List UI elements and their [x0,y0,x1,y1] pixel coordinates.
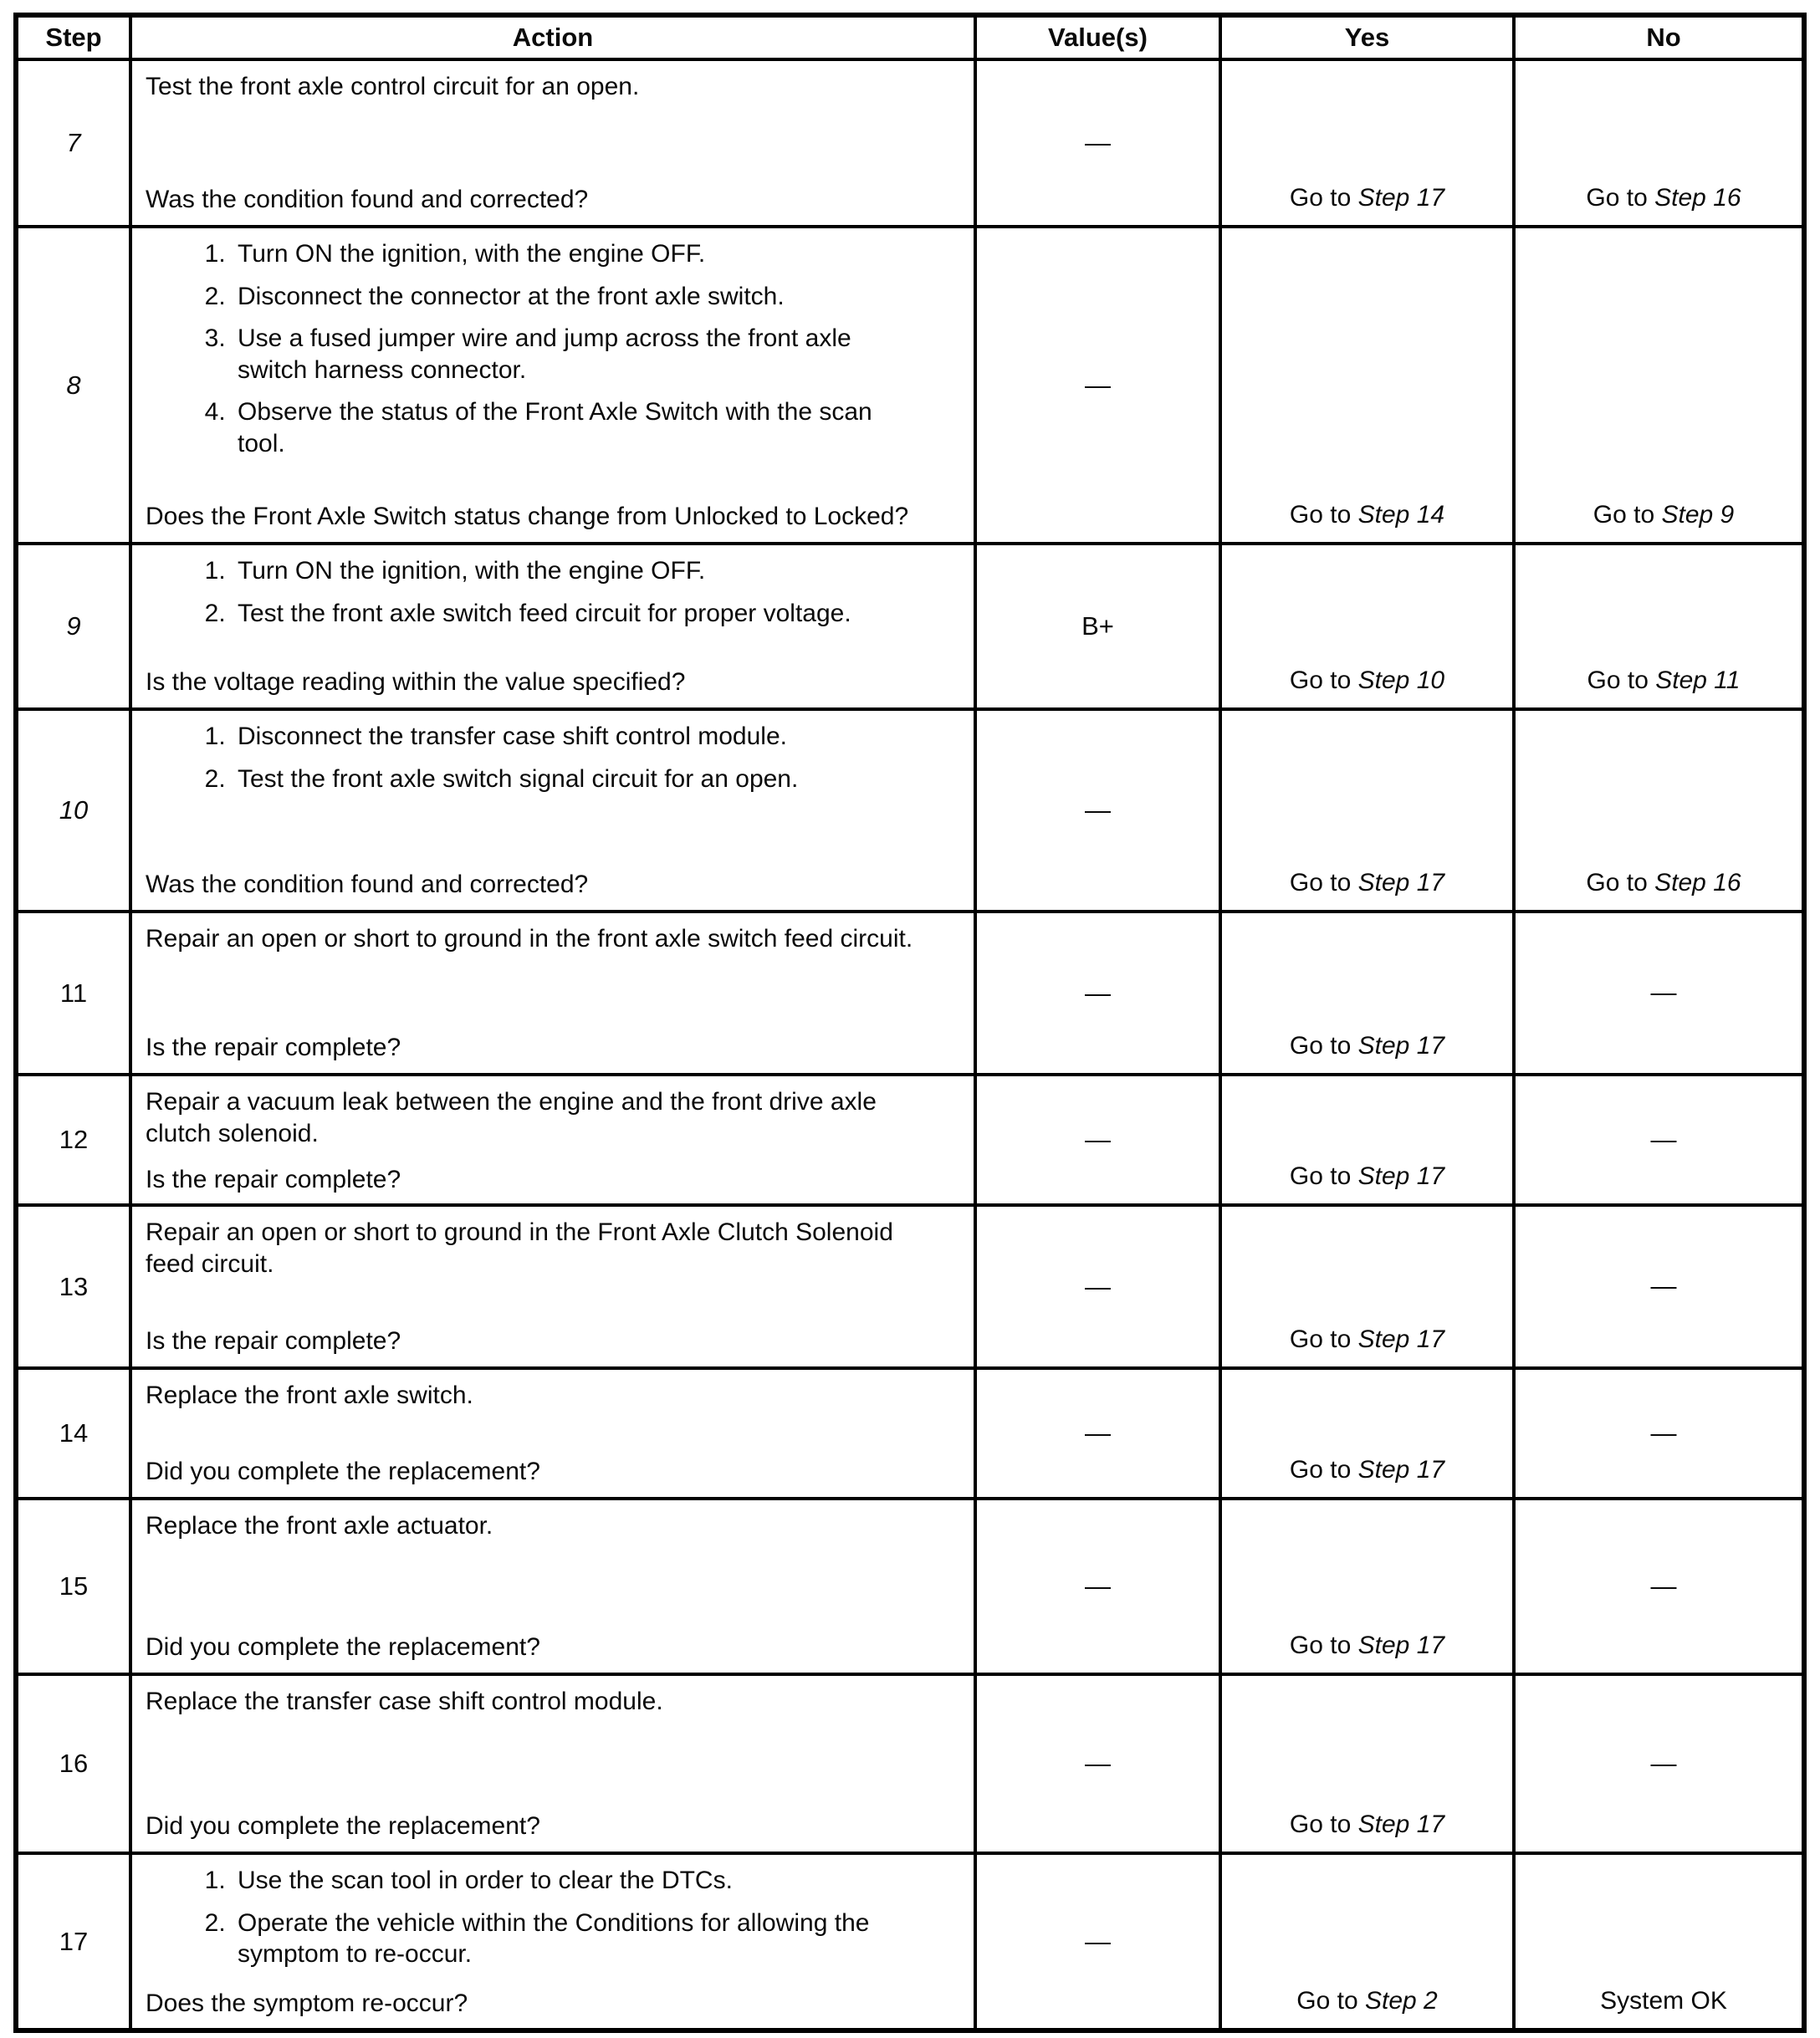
action-question: Is the voltage reading within the value specified? [146,667,686,696]
action-text: Replace the transfer case shift control module. [146,1688,663,1715]
step-cell [18,913,132,1073]
action-question: Did you complete the replacement? [146,1811,540,1840]
no-goto: Go to Step 16 [1586,868,1741,896]
value-cell [977,1676,1222,1852]
yes-goto: Go to Step 10 [1289,666,1445,694]
action-list [146,1865,923,1970]
value-text: — [1085,1571,1111,1601]
action-list [146,555,923,629]
step-number: 8 [66,370,81,400]
col-header-values: Value(s) [977,18,1222,58]
action-text: Repair a vacuum leak between the engine and the front drive axle clutch solenoid. [146,1088,877,1147]
no-cell [1516,1370,1812,1497]
action-cell [132,711,977,910]
yes-cell [1222,1855,1516,2028]
action-question: Is the repair complete? [146,1166,401,1193]
no-dash: — [1650,978,1677,1008]
step-cell [18,1370,132,1497]
col-header-action: Action [132,18,977,58]
action-question: Does the Front Axle Switch status change from Unlocked to Locked? [146,502,909,530]
action-question: Did you complete the replacement? [146,1457,540,1485]
step-cell [18,1676,132,1852]
yes-goto: Go to Step 17 [1289,1325,1445,1353]
action-cell [132,1207,977,1366]
table-row-step-14 [18,1370,1802,1500]
yes-goto: Go to Step 17 [1289,183,1445,212]
no-cell [1516,1076,1812,1203]
action-cell [132,1076,977,1203]
step-cell [18,545,132,707]
step-cell [18,1207,132,1366]
yes-cell [1222,1207,1516,1366]
yes-goto: Go to Step 17 [1289,1162,1445,1190]
step-number: 17 [59,1926,89,1956]
yes-cell [1222,1500,1516,1673]
no-dash: — [1650,1271,1677,1301]
yes-cell [1222,228,1516,542]
action-text: Test the front axle control circuit for an open. [146,73,640,100]
diagnostic-table [13,13,1807,2033]
yes-cell [1222,1676,1516,1852]
no-cell [1516,1500,1812,1673]
no-result: System OK [1600,1986,1727,2015]
action-question: Was the condition found and corrected? [146,870,589,898]
action-list [146,238,923,459]
no-dash: — [1650,1748,1677,1778]
table-row-step-10 [18,711,1802,913]
action-question: Does the symptom re-occur? [146,1989,468,2017]
value-cell [977,61,1222,225]
value-cell [977,1500,1222,1673]
yes-cell [1222,1370,1516,1497]
action-item: 2. Operate the vehicle within the Conditions for allowing the symptom to re-occur. [233,1908,923,1970]
step-number: 11 [59,978,88,1008]
no-cell [1516,228,1812,542]
action-cell [132,1500,977,1673]
yes-cell [1222,711,1516,910]
table-row-step-7 [18,61,1802,228]
action-text: Repair an open or short to ground in the front axle switch feed circuit. [146,925,913,953]
action-text: Replace the front axle actuator. [146,1512,493,1540]
table-row-step-17 [18,1855,1802,2028]
table-row-step-13 [18,1207,1802,1370]
yes-goto: Go to Step 17 [1289,868,1445,896]
action-item: 1. Use the scan tool in order to clear the DTCs. [233,1865,923,1897]
value-text: — [1085,1749,1111,1778]
step-cell [18,1500,132,1673]
action-list [146,721,923,794]
value-text: B+ [1081,611,1114,641]
yes-goto: Go to Step 14 [1289,500,1445,529]
action-cell [132,1370,977,1497]
action-text: Repair an open or short to ground in the Front Axle Clutch Solenoid feed circuit. [146,1218,893,1278]
step-number: 7 [66,128,81,157]
value-cell [977,228,1222,542]
value-cell [977,711,1222,910]
table-row-step-15 [18,1500,1802,1676]
no-cell [1516,61,1812,225]
value-cell [977,1076,1222,1203]
step-number: 14 [59,1418,89,1448]
action-item: 1. Turn ON the ignition, with the engine OFF. [233,555,923,587]
col-header-no: No [1646,23,1681,52]
no-cell [1516,1207,1812,1366]
action-question: Was the condition found and corrected? [146,185,589,213]
action-item: 2. Test the front axle switch feed circuit for proper voltage. [233,598,923,630]
step-cell [18,1076,132,1203]
value-text: — [1085,1418,1111,1448]
value-text: — [1085,978,1111,1008]
action-text: Replace the front axle switch. [146,1382,473,1409]
value-text: — [1085,1271,1111,1301]
step-number: 13 [59,1271,89,1301]
yes-goto: Go to Step 2 [1296,1986,1438,2015]
value-text: — [1085,795,1111,825]
action-item: 2. Disconnect the connector at the front axle switch. [233,281,923,313]
step-number: 9 [66,611,81,641]
yes-cell [1222,545,1516,707]
action-cell [132,228,977,542]
step-number: 16 [59,1749,89,1778]
value-cell [977,913,1222,1073]
action-item: 3. Use a fused jumper wire and jump across the front axle switch harness connector. [233,323,923,386]
action-cell [132,913,977,1073]
no-cell [1516,711,1812,910]
value-text: — [1085,1926,1111,1956]
value-text: — [1085,370,1111,400]
action-question: Did you complete the replacement? [146,1632,540,1661]
yes-cell [1222,1076,1516,1203]
table-row-step-11 [18,913,1802,1076]
step-cell [18,711,132,910]
step-cell [18,61,132,225]
yes-goto: Go to Step 17 [1289,1455,1445,1484]
step-cell [18,228,132,542]
no-goto: Go to Step 16 [1586,183,1741,212]
yes-cell [1222,61,1516,225]
action-item: 4. Observe the status of the Front Axle Switch with the scan tool. [233,396,923,459]
no-dash: — [1650,1571,1677,1601]
no-cell [1516,545,1812,707]
action-question: Is the repair complete? [146,1033,401,1061]
no-goto: Go to Step 11 [1587,666,1741,694]
action-question: Is the repair complete? [146,1326,401,1355]
yes-goto: Go to Step 17 [1289,1031,1445,1060]
value-cell [977,1207,1222,1366]
no-goto: Go to Step 9 [1592,500,1735,529]
action-item: 1. Turn ON the ignition, with the engine OFF. [233,238,923,270]
header-row [18,18,1802,61]
col-header-yes: Yes [1222,18,1516,58]
table-row-step-16 [18,1676,1802,1855]
yes-goto: Go to Step 17 [1289,1810,1445,1838]
no-dash: — [1650,1417,1677,1448]
action-item: 1. Disconnect the transfer case shift control module. [233,721,923,753]
value-text: — [1085,128,1111,157]
yes-goto: Go to Step 17 [1289,1631,1445,1659]
no-cell [1516,1855,1812,2028]
table-row-step-9 [18,545,1802,711]
table-row-step-8 [18,228,1802,545]
table-row-step-12 [18,1076,1802,1207]
step-number: 10 [59,795,89,825]
no-cell [1516,913,1812,1073]
action-cell [132,61,977,225]
action-cell [132,1676,977,1852]
action-cell [132,1855,977,2028]
action-item: 2. Test the front axle switch signal circuit for an open. [233,764,923,795]
no-cell [1516,1676,1812,1852]
value-cell [977,1370,1222,1497]
action-cell [132,545,977,707]
no-dash: — [1650,1124,1677,1154]
step-cell [18,1855,132,2028]
step-number: 12 [59,1125,89,1154]
value-cell [977,1855,1222,2028]
step-number: 15 [59,1571,89,1601]
yes-cell [1222,913,1516,1073]
col-header-step: Step [18,18,132,58]
value-text: — [1085,1125,1111,1154]
value-cell [977,545,1222,707]
